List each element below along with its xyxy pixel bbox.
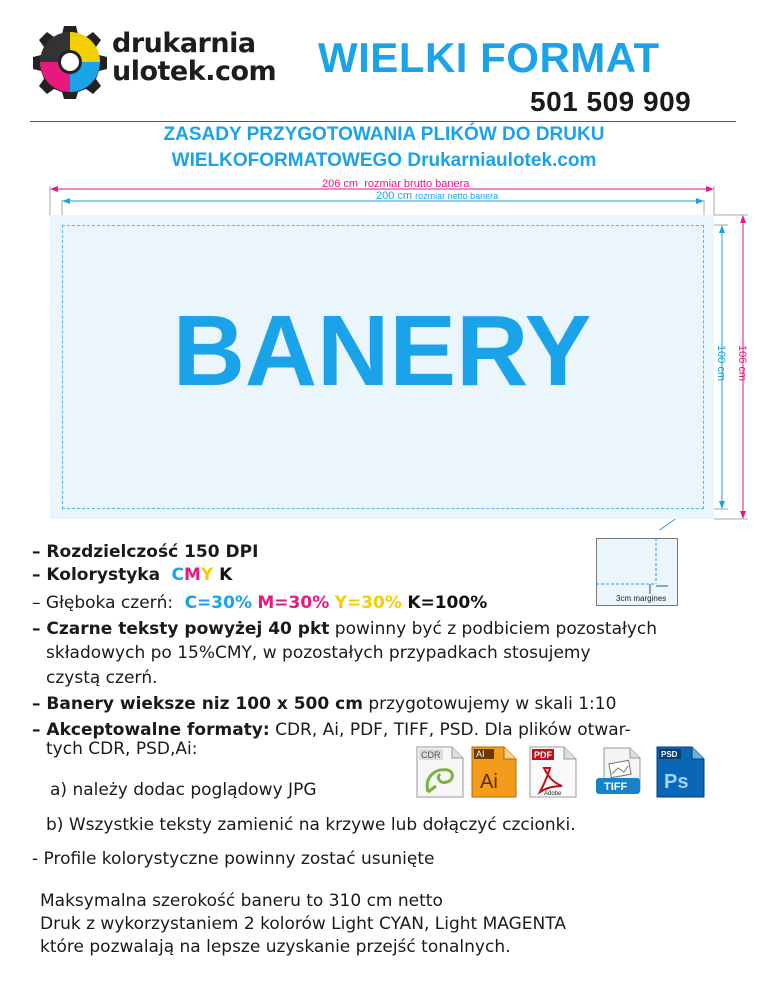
rule-black-text-line3: czystą czerń. bbox=[46, 668, 158, 688]
psd-tag: PSD bbox=[661, 750, 678, 759]
rule-profiles: - Profile kolorystyczne powinny zostać usunięte bbox=[32, 849, 435, 869]
margin-label: 3cm margines bbox=[616, 594, 667, 603]
rule-large-banners bbox=[32, 693, 616, 715]
rule-formats-rest: CDR, Ai, PDF, TIFF, PSD. Dla plików otwar- bbox=[269, 720, 631, 740]
footer-line3: które pozwalają na lepsze uzyskanie przejść tonalnych. bbox=[40, 937, 511, 957]
psd-file-icon bbox=[654, 746, 706, 798]
brutto-height-label: 106 cm bbox=[736, 344, 748, 382]
subtitle-line1: ZASADY PRZYGOTOWANIA PLIKÓW DO DRUKU bbox=[163, 124, 605, 145]
ai-letters: Ai bbox=[480, 771, 498, 793]
brutto-width-value: 206 cm bbox=[322, 178, 359, 190]
rule-black-label: – Głęboka czerń: bbox=[32, 593, 174, 613]
rule-colors bbox=[32, 564, 232, 586]
black-y: Y=30% bbox=[334, 593, 402, 613]
ai-file-icon bbox=[470, 746, 518, 798]
rule-formats-bold: – Akceptowalne formaty: bbox=[32, 720, 270, 740]
rule-colors-label: – Kolorystyka bbox=[32, 565, 161, 585]
step-b: b) Wszystkie teksty zamienić na krzywe lub dołączyć czcionki. bbox=[46, 815, 576, 835]
pdf-brand: Adobe bbox=[544, 791, 562, 797]
tiff-label: TIFF bbox=[604, 781, 628, 793]
rule-black-text-bold: – Czarne teksty powyżej 40 pkt bbox=[32, 619, 330, 639]
cmyk-k: K bbox=[219, 565, 233, 585]
netto-width-label bbox=[376, 190, 498, 202]
cmyk-m: M bbox=[183, 565, 201, 585]
netto-height-label: 100 cm bbox=[715, 344, 727, 382]
rule-black-text-rest: powinny być z podbiciem pozostałych bbox=[329, 619, 658, 639]
black-c: C=30% bbox=[184, 593, 252, 613]
rule-black-text bbox=[32, 618, 657, 640]
phone-number: 501 509 909 bbox=[530, 86, 692, 117]
logo-line2: ulotek.com bbox=[112, 56, 277, 87]
banner-word: BANERY bbox=[172, 295, 592, 407]
rule-formats-line2: tych CDR, PSD,Ai: bbox=[46, 739, 198, 759]
cmyk-c: C bbox=[171, 565, 184, 585]
cdr-file-icon bbox=[414, 746, 466, 798]
subtitle-line2: WIELKOFORMATOWEGO Drukarniaulotek.com bbox=[171, 150, 597, 171]
rule-large-bold: – Banery wieksze niz 100 x 500 cm bbox=[32, 694, 363, 714]
pdf-tag: PDF bbox=[534, 750, 552, 760]
rule-black-text-line2: składowych po 15%CMY, w pozostałych przypadkach stosujemy bbox=[46, 643, 591, 663]
psd-letters: Ps bbox=[664, 771, 689, 793]
brutto-width-label bbox=[322, 178, 469, 190]
rule-rich-black bbox=[32, 592, 487, 614]
cdr-label: CDR bbox=[421, 750, 441, 760]
brutto-width-caption: rozmiar brutto banera bbox=[364, 178, 470, 190]
ai-tag: AI bbox=[476, 749, 485, 759]
page-title: WIELKI FORMAT bbox=[318, 34, 660, 81]
footer-line1: Maksymalna szerokość baneru to 310 cm netto bbox=[40, 891, 443, 911]
pdf-file-icon bbox=[526, 746, 578, 798]
black-k: K=100% bbox=[407, 593, 488, 613]
netto-width-value: 200 cm bbox=[376, 190, 413, 202]
footer-line2: Druk z wykorzystaniem 2 kolorów Light CYAN, Light MAGENTA bbox=[40, 914, 566, 934]
netto-width-caption: rozmiar netto banera bbox=[415, 191, 499, 201]
step-a: a) należy dodac poglądowy JPG bbox=[50, 780, 317, 800]
rule-large-rest: przygotowujemy w skali 1:10 bbox=[362, 694, 617, 714]
rule-resolution: – Rozdzielczość 150 DPI bbox=[32, 542, 259, 562]
black-m: M=30% bbox=[257, 593, 330, 613]
logo-line1: drukarnia bbox=[112, 28, 256, 59]
cmyk-y: Y bbox=[200, 565, 214, 585]
tiff-file-icon bbox=[592, 746, 646, 798]
